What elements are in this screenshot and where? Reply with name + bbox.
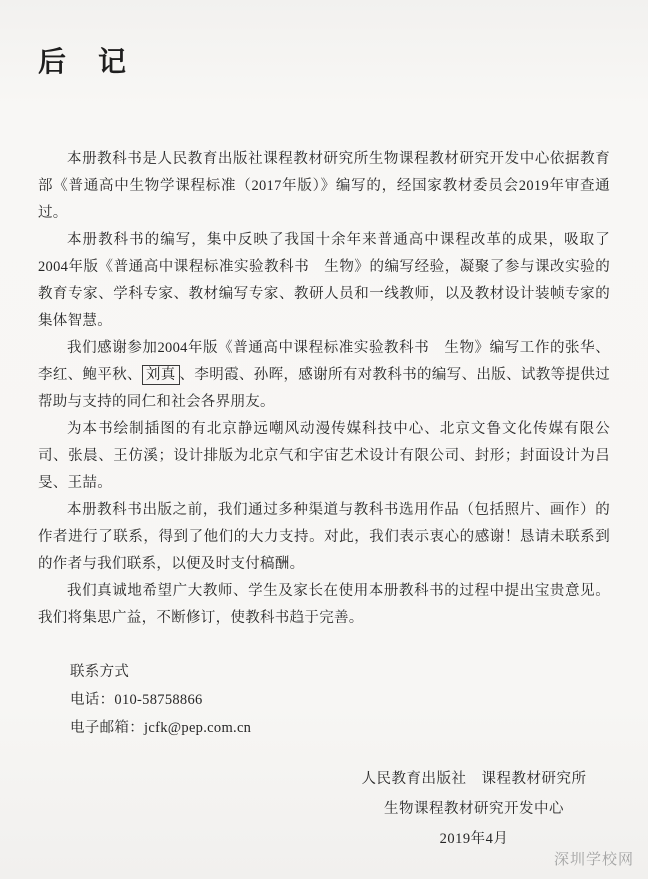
date-line: 2019年4月	[439, 831, 509, 847]
publisher-signature	[338, 764, 610, 854]
paragraph-copyright-notice: 本册教科书出版之前，我们通过多种渠道与教科书选用作品（包括照片、画作）的作者进行了联系，得到了他们的大力支持。对此，我们表示衷心的感谢！恳请未联系到的作者与我们联系，以便及时支付稿酬。	[38, 502, 610, 572]
paragraph-text-before: 我们感谢参加2004年版《普通高中课程标准实验教科书 生物》编写工作的张华、李红、鲍平秋、	[38, 340, 610, 383]
contact-info	[38, 658, 610, 742]
contact-email: 电子邮箱：jcfk@pep.com.cn	[70, 720, 252, 736]
contact-phone: 电话：010-58758866	[70, 692, 203, 708]
body-text	[38, 146, 610, 632]
paragraph-illustration-credits: 为本书绘制插图的有北京静远嘲风动漫传媒科技中心、北京文鲁文化传媒有限公司、张晨、王仿溪；设计排版为北京气和宇宙艺术设计有限公司、封形；封面设计为吕旻、王喆。	[38, 421, 610, 491]
boxed-name: 刘真	[142, 365, 180, 385]
page-title: 后 记	[38, 47, 129, 78]
paragraph-compilation-background: 本册教科书的编写，集中反映了我国十余年来普通高中课程改革的成果，吸取了2004年版《普通高中课程标准实验教科书 生物》的编写经验，凝聚了参与课改实验的教育专家、学科专家、教材编写专家、教研人员和一线教师，以及教材设计装帧专家的集体智慧。	[38, 232, 610, 329]
department-line: 生物课程教材研究开发中心	[384, 801, 564, 817]
paragraph-standard-reference: 本册教科书是人民教育出版社课程教材研究所生物课程教材研究开发中心依据教育部《普通高中生物学课程标准（2017年版）》编写的，经国家教材委员会2019年审查通过。	[38, 151, 610, 221]
paragraph-feedback-request: 我们真诚地希望广大教师、学生及家长在使用本册教科书的过程中提出宝贵意见。我们将集思广益，不断修订，使教科书趋于完善。	[38, 583, 610, 626]
page-content	[38, 40, 610, 854]
paragraph-acknowledgements	[38, 335, 610, 416]
publisher-line: 人民教育出版社 课程教材研究所	[361, 771, 587, 787]
watermark: 深圳学校网	[553, 851, 634, 868]
contact-heading: 联系方式	[70, 664, 130, 680]
paragraph-text-after: 、李明霞、孙晖，感谢所有对教科书的编写、出版、试教等提供过帮助与支持的同仁和社会各界朋友。	[38, 367, 610, 410]
